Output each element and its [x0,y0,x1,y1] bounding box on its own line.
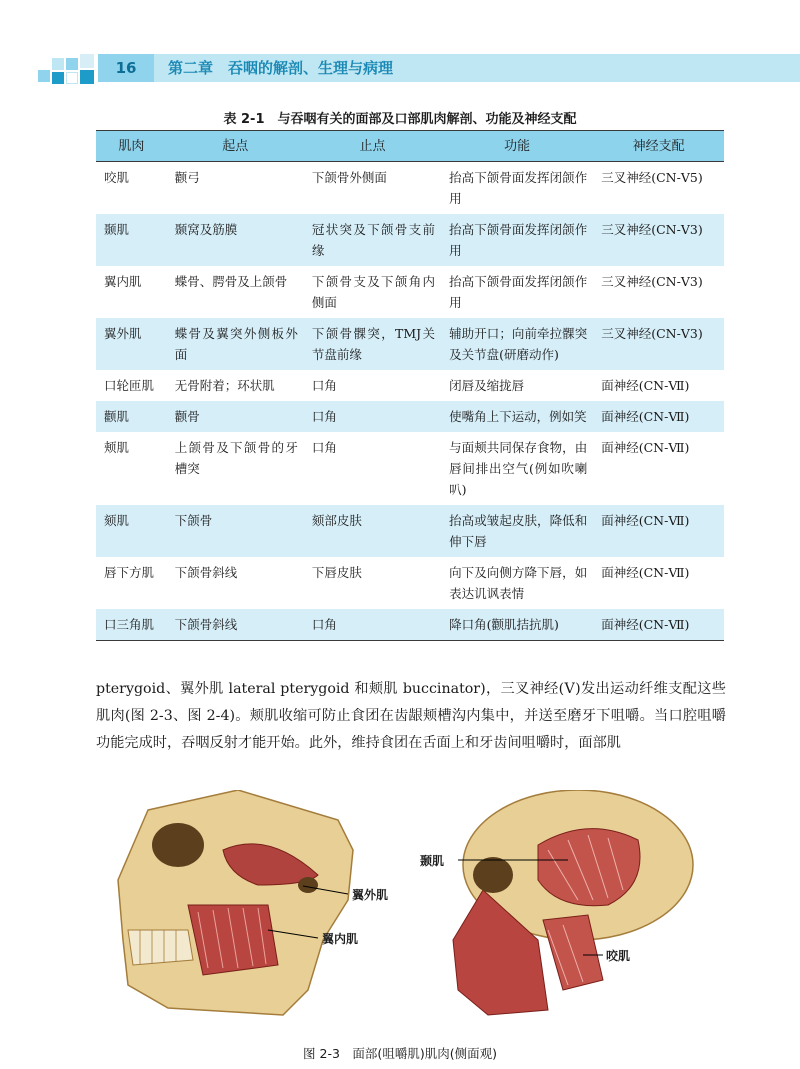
column-header: 止点 [304,131,441,162]
decor-square [52,72,64,84]
table-row [96,162,724,215]
table-cell: 面神经(CN-Ⅶ) [593,609,724,641]
figure-caption: 图 2-3 面部(咀嚼肌)肌肉(侧面观) [303,1046,497,1061]
table-cell: 三叉神经(CN-Ⅴ3) [601,274,703,289]
table-row [96,557,724,609]
label-lateral-pterygoid: 翼外肌 [352,888,389,902]
label-temporalis: 颞肌 [420,854,445,868]
table-cell: 下颌骨斜线 [174,565,238,580]
table-cell: 面神经(CN-Ⅶ) [601,440,690,455]
table-cell: 三叉神经(CN-Ⅴ3) [593,214,724,266]
table-cell: 抬高下颌骨面发挥闭颌作用 [449,274,588,310]
table-cell: 颏肌 [96,505,167,557]
table-cell: 口角 [311,440,337,455]
table-cell: 辅助开口；向前牵拉髁突及关节盘(研磨动作) [441,318,593,370]
table-cell: 下颌骨外侧面 [311,170,387,185]
orbit [473,857,513,893]
table-cell: 颧肌 [96,401,167,432]
decor-square [80,70,94,84]
table-cell: 咬肌 [104,170,130,185]
table-row [96,505,724,557]
table-row [96,318,724,370]
table-cell: 抬高或皱起皮肤，降低和伸下唇 [441,505,593,557]
table-row [96,401,724,432]
table-cell: 三叉神经(CN-Ⅴ3) [593,318,724,370]
table-cell: 颊肌 [104,440,130,455]
table-cell: 口角 [311,378,337,393]
table-cell: 闭唇及缩拢唇 [449,378,525,393]
table-row [96,214,724,266]
chapter-title: 第二章 吞咽的解剖、生理与病理 [168,59,394,77]
page-header [0,52,800,92]
table-cell: 蝶骨及翼突外侧板外面 [167,318,304,370]
column-header: 起点 [167,131,304,162]
table-cell: 上颌骨及下颌骨的牙槽突 [174,440,298,476]
table-cell: 与面颊共同保存食物，由唇间排出空气(例如吹喇叭) [449,440,588,497]
table-cell: 下颌骨支及下颌角内侧面 [311,274,436,310]
table-cell: 抬高下颌骨面发挥闭颌作用 [449,170,588,206]
table-cell: 三叉神经(CN-Ⅴ5) [601,170,703,185]
table-cell: 下唇皮肤 [311,565,362,580]
column-header: 肌肉 [96,131,167,162]
muscle-table [96,130,724,641]
table-cell: 颧骨 [167,401,304,432]
decor-square [38,70,50,82]
orbit [152,823,204,867]
table-row [96,609,724,641]
table-row [96,370,724,401]
table-cell: 下颌骨髁突，TMJ关节盘前缘 [304,318,441,370]
right-skull [453,790,693,1015]
column-header: 神经支配 [593,131,724,162]
table-cell: 颞肌 [96,214,167,266]
table-cell: 翼外肌 [96,318,167,370]
table-cell: 降口角(颧肌拮抗肌) [441,609,593,641]
table-row [96,266,724,318]
table-header-row [96,131,724,162]
body-paragraph: pterygoid、翼外肌 lateral pterygoid 和颊肌 buccinator)，三叉神经(Ⅴ)发出运动纤维支配这些肌肉(图 2-3、图 2-4)。颊肌收缩可防止食团在齿龈颊槽沟内集中，并送至磨牙下咀嚼。当口腔咀嚼功能完成时，吞咽反射才能开始。此外，维持食团在舌面上和牙齿间咀嚼时，面部肌 [96,681,726,751]
table-caption: 表 2-1 与吞咽有关的面部及口部肌肉解剖、功能及神经支配 [223,112,577,127]
label-masseter: 咬肌 [606,949,631,963]
table-cell: 面神经(CN-Ⅶ) [601,378,690,393]
table-cell: 口轮匝肌 [104,378,155,393]
table-cell: 下颌骨斜线 [167,609,304,641]
skull-illustration [108,790,708,1030]
table-cell: 颞窝及筋膜 [167,214,304,266]
table-cell: 无骨附着；环状肌 [174,378,275,393]
decor-square [80,54,94,68]
column-header: 功能 [441,131,593,162]
table-cell: 面神经(CN-Ⅶ) [593,401,724,432]
figure-2-3 [108,790,708,1030]
table-row [96,432,724,505]
table-cell: 面神经(CN-Ⅶ) [593,505,724,557]
table-cell: 口三角肌 [96,609,167,641]
table-cell: 口角 [304,401,441,432]
decor-square [66,72,78,84]
table-cell: 抬高下颌骨面发挥闭颌作用 [441,214,593,266]
decor-square [52,58,64,70]
table-cell: 向下及向侧方降下唇，如表达讥讽表情 [449,565,588,601]
table-cell: 颏部皮肤 [304,505,441,557]
page-number: 16 [98,54,154,82]
table-cell: 颧弓 [174,170,200,185]
table-cell: 下颌骨 [167,505,304,557]
left-skull [118,790,353,1015]
table-cell: 唇下方肌 [104,565,155,580]
decor-square [66,58,78,70]
table-cell: 使嘴角上下运动，例如笑 [441,401,593,432]
table-cell: 蝶骨、腭骨及上颌骨 [174,274,288,289]
table-cell: 冠状突及下颌骨支前缘 [304,214,441,266]
label-medial-pterygoid: 翼内肌 [322,932,359,946]
table-cell: 翼内肌 [104,274,142,289]
table-cell: 面神经(CN-Ⅶ) [601,565,690,580]
table-cell: 口角 [304,609,441,641]
